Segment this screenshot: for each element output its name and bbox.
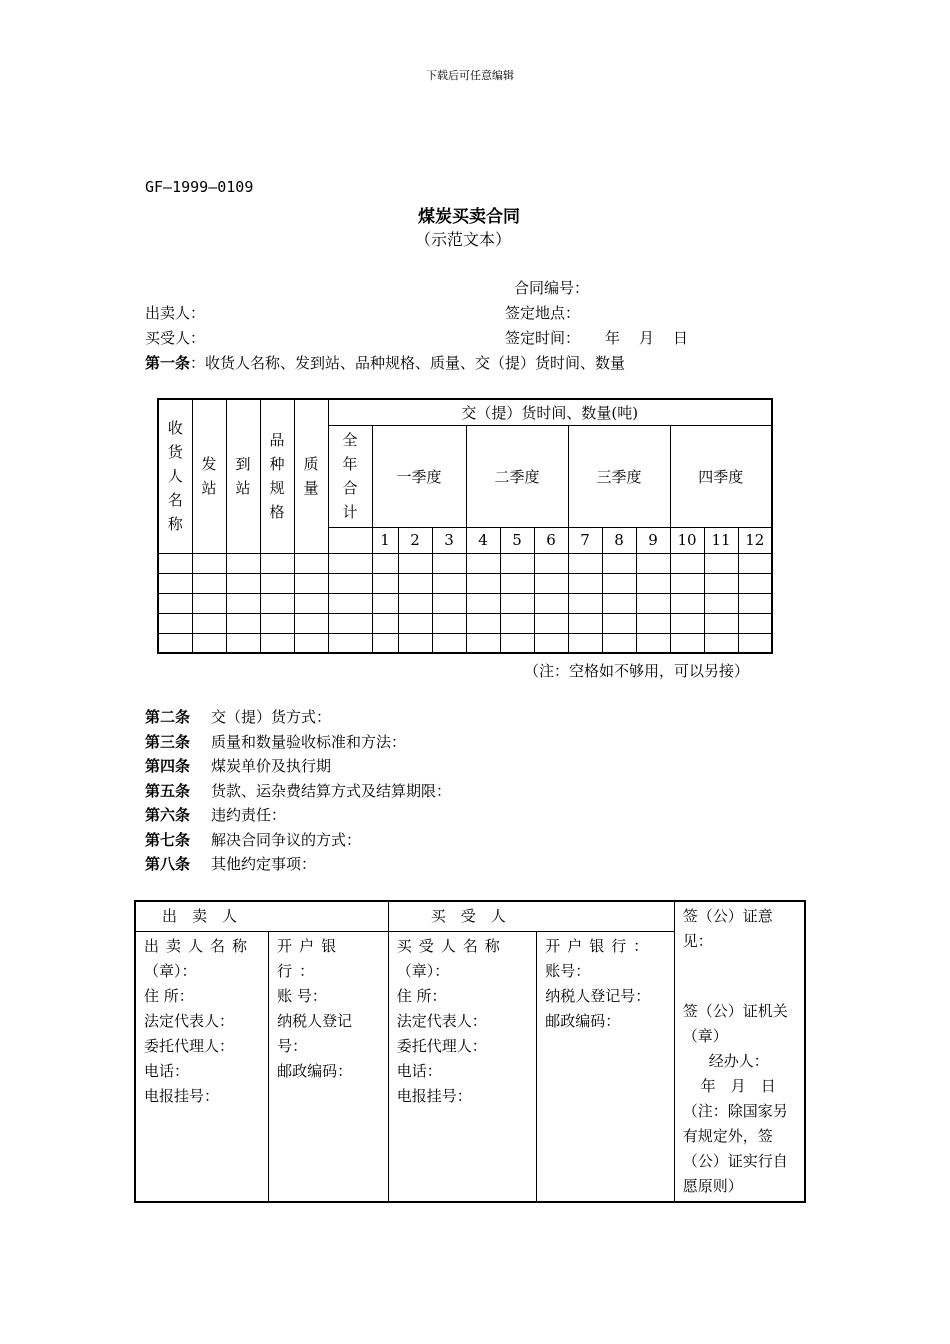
parties-table bbox=[134, 900, 806, 1203]
seller-field: （章）： bbox=[144, 962, 197, 981]
quarter-1: 一季度 bbox=[372, 425, 466, 527]
blank-cell bbox=[158, 553, 192, 573]
blank-cell bbox=[636, 553, 670, 573]
buyer-field: （章）： bbox=[396, 962, 450, 981]
annual-total-char: 年 bbox=[342, 455, 358, 473]
month-cell: 2 bbox=[398, 527, 432, 553]
blank-cell bbox=[534, 633, 568, 653]
blank-cell bbox=[738, 593, 772, 613]
seller-field: 电话： bbox=[144, 1062, 190, 1081]
blank-cell bbox=[192, 613, 226, 633]
buyer-header: 买 受 人 bbox=[388, 901, 674, 932]
article-label: 第二条 bbox=[145, 708, 191, 726]
blank-cell bbox=[398, 553, 432, 573]
blank-cell bbox=[226, 553, 260, 573]
blank-cell bbox=[432, 633, 466, 653]
blank-cell bbox=[534, 593, 568, 613]
sign-time: 签定时间： bbox=[505, 329, 581, 347]
article-1-text: ：收货人名称、发到站、品种规格、质量、交（提）货时间、数量 bbox=[190, 354, 626, 372]
notary-office: 签（公）证机关 （章） bbox=[682, 1002, 803, 1045]
blank-cell bbox=[398, 613, 432, 633]
sign-month: 月 bbox=[639, 329, 655, 347]
seller-field: 电报挂号： bbox=[144, 1087, 220, 1106]
blank-cell bbox=[432, 593, 466, 613]
blank-cell bbox=[398, 573, 432, 593]
to-station-char: 站 bbox=[235, 479, 251, 498]
buyer-label: 买受人： bbox=[145, 329, 206, 347]
to-station-char: 到 bbox=[235, 455, 251, 474]
notary-date: 年 月 日 bbox=[700, 1077, 776, 1095]
blank-cell bbox=[192, 633, 226, 653]
month-cell: 11 bbox=[704, 527, 738, 553]
blank-cell bbox=[328, 573, 372, 593]
table-row bbox=[158, 573, 772, 593]
seller-field: 住 所： bbox=[144, 987, 194, 1006]
col-total bbox=[328, 425, 372, 527]
article bbox=[145, 853, 316, 874]
blank-cell bbox=[704, 593, 738, 613]
blank-cell bbox=[192, 593, 226, 613]
blank-cell bbox=[534, 573, 568, 593]
blank-cell bbox=[602, 593, 636, 613]
article-label: 第三条 bbox=[145, 732, 191, 751]
blank-cell bbox=[602, 573, 636, 593]
quarter-3: 三季度 bbox=[568, 425, 670, 527]
month-cell: 8 bbox=[602, 527, 636, 553]
col-receiver bbox=[158, 399, 192, 553]
article bbox=[145, 804, 286, 825]
blank-cell bbox=[500, 573, 534, 593]
page-subtitle: （示范文本） bbox=[415, 230, 512, 249]
blank-cell bbox=[636, 633, 670, 653]
blank-cell bbox=[670, 613, 704, 633]
seller-bank bbox=[269, 932, 389, 1202]
seller-field: 委托代理人： bbox=[144, 1037, 235, 1056]
table-row bbox=[158, 613, 772, 633]
month-cell: 7 bbox=[568, 527, 602, 553]
col-to bbox=[226, 399, 260, 553]
blank-cell bbox=[226, 613, 260, 633]
buyer-field: 买受人名称 bbox=[396, 937, 507, 956]
blank-cell bbox=[372, 573, 398, 593]
table-note: （注：空格如不够用，可以另接） bbox=[524, 662, 750, 680]
blank-cell bbox=[398, 593, 432, 613]
article-1 bbox=[145, 352, 625, 373]
sign-year: 年 bbox=[605, 329, 621, 347]
seller-info bbox=[135, 932, 269, 1202]
blank-cell bbox=[432, 553, 466, 573]
blank-cell bbox=[670, 553, 704, 573]
col-from bbox=[192, 399, 226, 553]
blank-cell bbox=[738, 613, 772, 633]
receiver-char: 人 bbox=[167, 467, 183, 486]
blank-cell bbox=[226, 593, 260, 613]
blank-cell bbox=[738, 573, 772, 593]
blank-cell bbox=[328, 553, 372, 573]
blank-cell bbox=[704, 573, 738, 593]
blank-cell bbox=[294, 593, 328, 613]
seller-field: 法定代表人： bbox=[144, 1012, 235, 1031]
table-row bbox=[158, 593, 772, 613]
seller-field: 出卖人名称 bbox=[144, 937, 255, 956]
blank-cell bbox=[500, 633, 534, 653]
annual-total-char: 全 bbox=[342, 431, 358, 449]
blank-cell bbox=[260, 593, 294, 613]
blank-cell bbox=[466, 633, 500, 653]
month-cell: 1 bbox=[372, 527, 398, 553]
article-label: 第八条 bbox=[145, 855, 191, 873]
blank-cell bbox=[260, 573, 294, 593]
article-text: 货款、运杂费结算方式及结算期限： bbox=[211, 781, 452, 800]
blank-cell bbox=[670, 573, 704, 593]
month-cell: 9 bbox=[636, 527, 670, 553]
blank-cell bbox=[500, 593, 534, 613]
blank-cell bbox=[372, 553, 398, 573]
total-blank bbox=[328, 527, 372, 553]
blank-cell bbox=[466, 613, 500, 633]
blank-cell bbox=[328, 633, 372, 653]
sign-place: 签定地点： bbox=[505, 304, 581, 322]
page-title: 煤炭买卖合同 bbox=[418, 207, 520, 227]
blank-cell bbox=[534, 613, 568, 633]
col-quality bbox=[294, 399, 328, 553]
seller-header: 出 卖 人 bbox=[135, 901, 388, 932]
blank-cell bbox=[260, 553, 294, 573]
buyer-bank-field: 开户银行： bbox=[545, 937, 656, 956]
blank-cell bbox=[294, 573, 328, 593]
receiver-char: 称 bbox=[167, 515, 183, 534]
buyer-bank-field: 账号： bbox=[545, 962, 591, 981]
blank-cell bbox=[466, 553, 500, 573]
blank-cell bbox=[568, 633, 602, 653]
doc-code: GF—1999—0109 bbox=[145, 178, 254, 196]
blank-cell bbox=[158, 613, 192, 633]
article bbox=[145, 731, 406, 752]
month-cell: 10 bbox=[670, 527, 704, 553]
col-spec bbox=[260, 399, 294, 553]
annual-total-char: 计 bbox=[342, 503, 358, 521]
blank-cell bbox=[432, 613, 466, 633]
seller-bank-field: 纳税人登记 bbox=[277, 1012, 353, 1031]
seller-bank-field: 开户银行： bbox=[277, 937, 344, 981]
blank-cell bbox=[636, 593, 670, 613]
blank-cell bbox=[568, 553, 602, 573]
blank-cell bbox=[636, 613, 670, 633]
blank-cell bbox=[158, 573, 192, 593]
blank-cell bbox=[602, 553, 636, 573]
blank-cell bbox=[328, 593, 372, 613]
article-label: 第六条 bbox=[145, 806, 191, 824]
from-station-char: 站 bbox=[201, 479, 217, 498]
seller-bank-field: 号： bbox=[277, 1037, 308, 1056]
contract-no: 合同编号： bbox=[514, 279, 590, 297]
article-label: 第五条 bbox=[145, 781, 191, 800]
sign-day: 日 bbox=[673, 329, 689, 347]
month-cell: 4 bbox=[466, 527, 500, 553]
notary-handler: 经办人： bbox=[708, 1052, 769, 1070]
quarter-4: 四季度 bbox=[670, 425, 772, 527]
month-cell: 5 bbox=[500, 527, 534, 553]
buyer-field: 电报挂号： bbox=[396, 1087, 472, 1106]
blank-cell bbox=[226, 573, 260, 593]
notary-note: （注：除国家另有规定外，签（公）证实行自愿原则） bbox=[682, 1102, 788, 1195]
article-text: 其他约定事项： bbox=[211, 855, 317, 873]
blank-cell bbox=[372, 613, 398, 633]
receiver-char: 货 bbox=[167, 443, 183, 462]
article-1-label: 第一条 bbox=[145, 354, 191, 372]
article bbox=[145, 780, 451, 801]
blank-cell bbox=[704, 613, 738, 633]
blank-cell bbox=[158, 593, 192, 613]
article bbox=[145, 755, 331, 776]
month-cell: 12 bbox=[738, 527, 772, 553]
blank-cell bbox=[738, 553, 772, 573]
blank-cell bbox=[602, 613, 636, 633]
blank-cell bbox=[372, 593, 398, 613]
seller-bank-field: 邮政编码： bbox=[277, 1062, 353, 1081]
blank-cell bbox=[738, 633, 772, 653]
buyer-field: 电话： bbox=[396, 1062, 442, 1081]
quarter-2: 二季度 bbox=[466, 425, 568, 527]
table-row bbox=[158, 633, 772, 653]
spec-char: 规 bbox=[269, 479, 285, 498]
header-note: 下载后可任意编辑 bbox=[426, 69, 514, 82]
blank-cell bbox=[432, 573, 466, 593]
blank-cell bbox=[500, 553, 534, 573]
receiver-char: 名 bbox=[167, 491, 183, 510]
blank-cell bbox=[670, 633, 704, 653]
article-text: 煤炭单价及执行期 bbox=[211, 757, 332, 775]
blank-cell bbox=[704, 633, 738, 653]
seller-label: 出卖人： bbox=[145, 304, 206, 322]
blank-cell bbox=[260, 633, 294, 653]
blank-cell bbox=[158, 633, 192, 653]
blank-cell bbox=[192, 553, 226, 573]
annual-total-char: 合 bbox=[342, 479, 358, 497]
blank-cell bbox=[466, 573, 500, 593]
blank-cell bbox=[466, 593, 500, 613]
article bbox=[145, 829, 361, 850]
quality-char: 质 bbox=[303, 455, 319, 474]
article-text: 违约责任： bbox=[211, 806, 287, 824]
buyer-field: 委托代理人： bbox=[396, 1037, 487, 1056]
delivery-table bbox=[157, 398, 773, 654]
article-label: 第七条 bbox=[145, 830, 191, 849]
blank-cell bbox=[568, 613, 602, 633]
quality-char: 量 bbox=[303, 479, 319, 498]
blank-cell bbox=[500, 613, 534, 633]
blank-cell bbox=[294, 613, 328, 633]
blank-cell bbox=[568, 593, 602, 613]
blank-cell bbox=[192, 573, 226, 593]
spec-char: 格 bbox=[269, 503, 285, 522]
blank-cell bbox=[294, 553, 328, 573]
blank-cell bbox=[568, 573, 602, 593]
table-row bbox=[158, 553, 772, 573]
spec-char: 种 bbox=[269, 455, 285, 474]
month-cell: 3 bbox=[432, 527, 466, 553]
blank-cell bbox=[636, 573, 670, 593]
article-text: 交（提）货方式： bbox=[211, 708, 332, 726]
spec-char: 品 bbox=[269, 431, 285, 450]
article-text: 质量和数量验收标准和方法： bbox=[211, 732, 407, 751]
blank-cell bbox=[602, 633, 636, 653]
time-header: 交（提）货时间、数量(吨) bbox=[328, 399, 772, 425]
buyer-bank-field: 邮政编码： bbox=[545, 1012, 621, 1031]
article-text: 解决合同争议的方式： bbox=[211, 830, 362, 849]
buyer-field: 法定代表人： bbox=[396, 1012, 487, 1031]
buyer-bank bbox=[537, 932, 675, 1202]
buyer-field: 住 所： bbox=[396, 987, 447, 1006]
notary-cell bbox=[674, 901, 805, 1202]
blank-cell bbox=[398, 633, 432, 653]
blank-cell bbox=[294, 633, 328, 653]
article-label: 第四条 bbox=[145, 757, 191, 775]
blank-cell bbox=[372, 633, 398, 653]
from-station-char: 发 bbox=[201, 455, 217, 474]
blank-cell bbox=[704, 553, 738, 573]
seller-bank-field: 账 号： bbox=[277, 987, 327, 1006]
buyer-bank-field: 纳税人登记号： bbox=[545, 987, 651, 1006]
blank-cell bbox=[328, 613, 372, 633]
buyer-info bbox=[388, 932, 537, 1202]
notary-opinion: 签（公）证意见： bbox=[682, 907, 773, 950]
blank-cell bbox=[534, 553, 568, 573]
blank-cell bbox=[226, 633, 260, 653]
month-cell: 6 bbox=[534, 527, 568, 553]
receiver-char: 收 bbox=[167, 419, 183, 438]
blank-cell bbox=[670, 593, 704, 613]
blank-cell bbox=[260, 613, 294, 633]
article bbox=[145, 706, 331, 727]
